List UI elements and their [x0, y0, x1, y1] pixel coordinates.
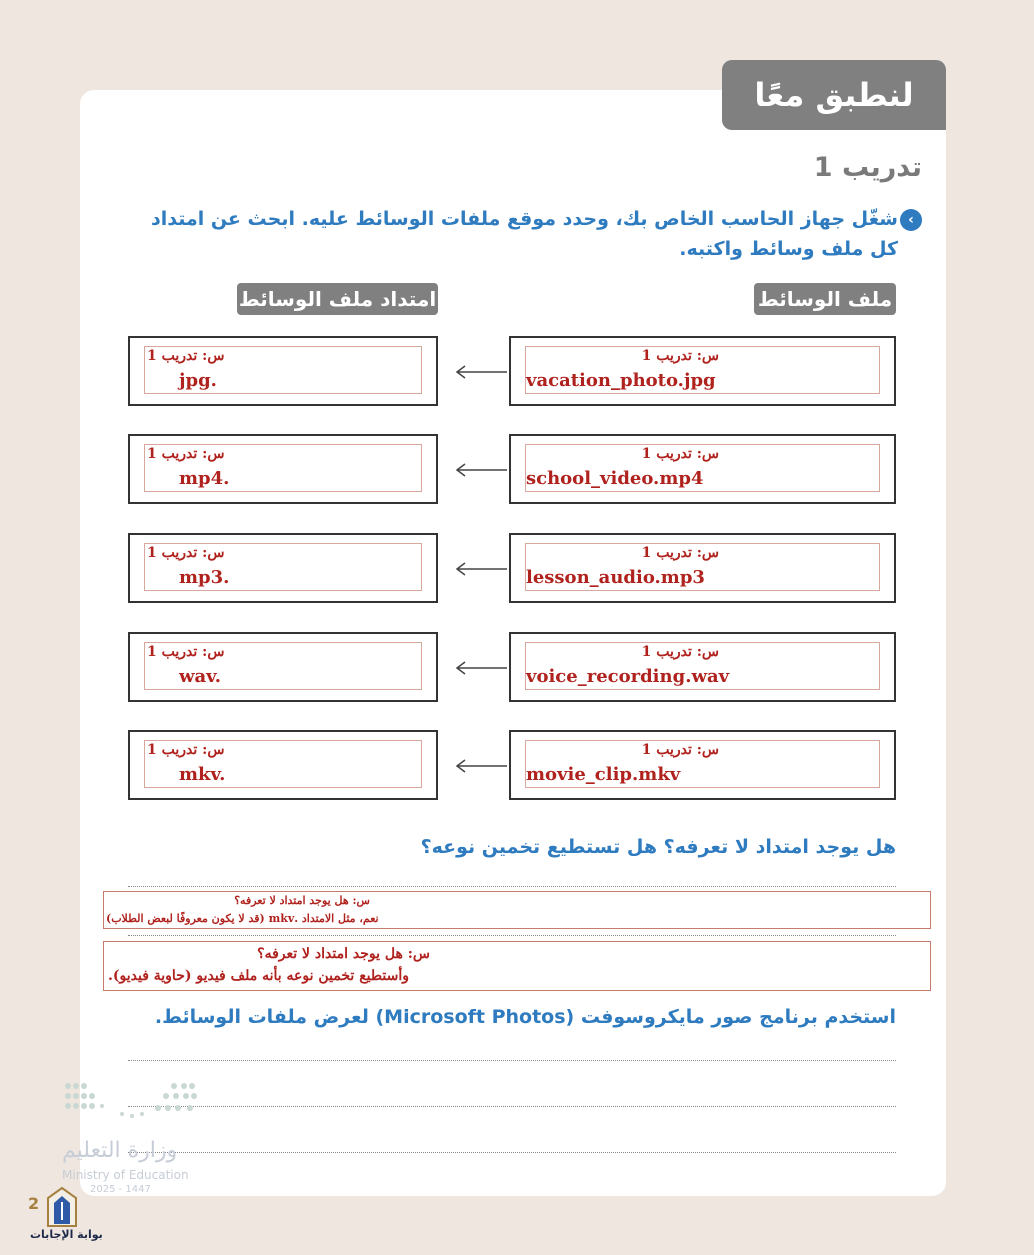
extension-answer-frame	[144, 740, 422, 788]
media-file-question-label: س: تدريب 1	[641, 446, 719, 462]
extension-question-label: س: تدريب 1	[147, 446, 225, 462]
page-number: 2	[28, 1194, 40, 1213]
extension-answer-frame	[144, 444, 422, 492]
answer-2-text: وأستطيع تخمين نوعه بأنه ملف فيديو (حاوية فيديو).	[108, 968, 409, 984]
media-file-answer-frame	[525, 642, 880, 690]
extension-value: mp4.	[179, 468, 230, 489]
extension-question-label: س: تدريب 1	[147, 644, 225, 660]
extension-header: امتداد ملف الوسائط	[237, 283, 438, 315]
ministry-logo-icon	[62, 1080, 198, 1130]
media-file-box	[509, 434, 896, 504]
chevron-left-icon: ‹	[900, 209, 922, 231]
extension-value: mkv.	[179, 764, 226, 785]
extension-answer-frame	[144, 543, 422, 591]
question-microsoft-photos: استخدم برنامج صور مايكروسوفت (Microsoft Photos) لعرض ملفات الوسائط.	[154, 1006, 896, 1028]
answer-line	[128, 1106, 896, 1107]
media-file-header: ملف الوسائط	[754, 283, 896, 315]
arrow-left-icon	[455, 562, 509, 576]
media-file-box	[509, 730, 896, 800]
answer-line	[128, 935, 896, 936]
ministry-year: 2025 - 1447	[90, 1184, 151, 1195]
media-file-box	[509, 336, 896, 406]
arrow-left-icon	[455, 661, 509, 675]
arrow-left-icon	[455, 463, 509, 477]
media-file-name: school_video.mp4	[526, 468, 704, 489]
media-file-box	[509, 533, 896, 603]
extension-answer-frame	[144, 346, 422, 394]
arrow-left-icon	[455, 365, 509, 379]
extension-box	[128, 632, 438, 702]
answer-1-text: نعم، مثل الامتداد .mkv (قد لا يكون معروفًا لبعض الطلاب)	[106, 912, 379, 925]
media-file-question-label: س: تدريب 1	[641, 545, 719, 561]
question-unknown-extension: هل يوجد امتداد لا تعرفه؟ هل تستطيع تخمين نوعه؟	[420, 836, 896, 858]
media-file-box	[509, 632, 896, 702]
extension-box	[128, 434, 438, 504]
answer-2-question: س: هل يوجد امتداد لا تعرفه؟	[257, 946, 430, 962]
media-file-name: movie_clip.mkv	[526, 764, 681, 785]
answer-1-question: س: هل يوجد امتداد لا تعرفه؟	[234, 894, 370, 907]
extension-question-label: س: تدريب 1	[147, 348, 225, 364]
media-file-answer-frame	[525, 444, 880, 492]
media-file-answer-frame	[525, 346, 880, 394]
media-file-name: lesson_audio.mp3	[526, 567, 705, 588]
answer-line	[128, 886, 896, 887]
section-banner: لنطبق معًا	[722, 60, 946, 130]
answer-line	[128, 1060, 896, 1061]
answer-box-1	[103, 891, 931, 929]
extension-answer-frame	[144, 642, 422, 690]
media-file-answer-frame	[525, 740, 880, 788]
ministry-name-english: Ministry of Education	[62, 1168, 189, 1182]
ministry-name-arabic: وزارة التعليم	[62, 1138, 178, 1163]
media-file-question-label: س: تدريب 1	[641, 644, 719, 660]
media-file-question-label: س: تدريب 1	[641, 348, 719, 364]
media-file-question-label: س: تدريب 1	[641, 742, 719, 758]
extension-value: jpg.	[179, 370, 217, 391]
extension-question-label: س: تدريب 1	[147, 742, 225, 758]
answers-gate-label: بوابة الإجابات	[30, 1228, 103, 1241]
answer-box-2	[103, 941, 931, 991]
extension-box	[128, 336, 438, 406]
media-file-name: voice_recording.wav	[526, 666, 730, 687]
answers-gate-logo-icon	[42, 1186, 82, 1228]
arrow-left-icon	[455, 759, 509, 773]
instruction-text: شغّل جهاز الحاسب الخاص بك، وحدد موقع ملفات الوسائط عليه. ابحث عن امتداد كل ملف وسائط واكتبه.	[150, 208, 898, 260]
media-file-name: vacation_photo.jpg	[526, 370, 716, 391]
drill-title: تدريب 1	[813, 152, 922, 183]
answer-line	[128, 1152, 896, 1153]
extension-value: mp3.	[179, 567, 230, 588]
extension-box	[128, 533, 438, 603]
extension-box	[128, 730, 438, 800]
media-file-answer-frame	[525, 543, 880, 591]
extension-value: wav.	[179, 666, 222, 687]
extension-question-label: س: تدريب 1	[147, 545, 225, 561]
